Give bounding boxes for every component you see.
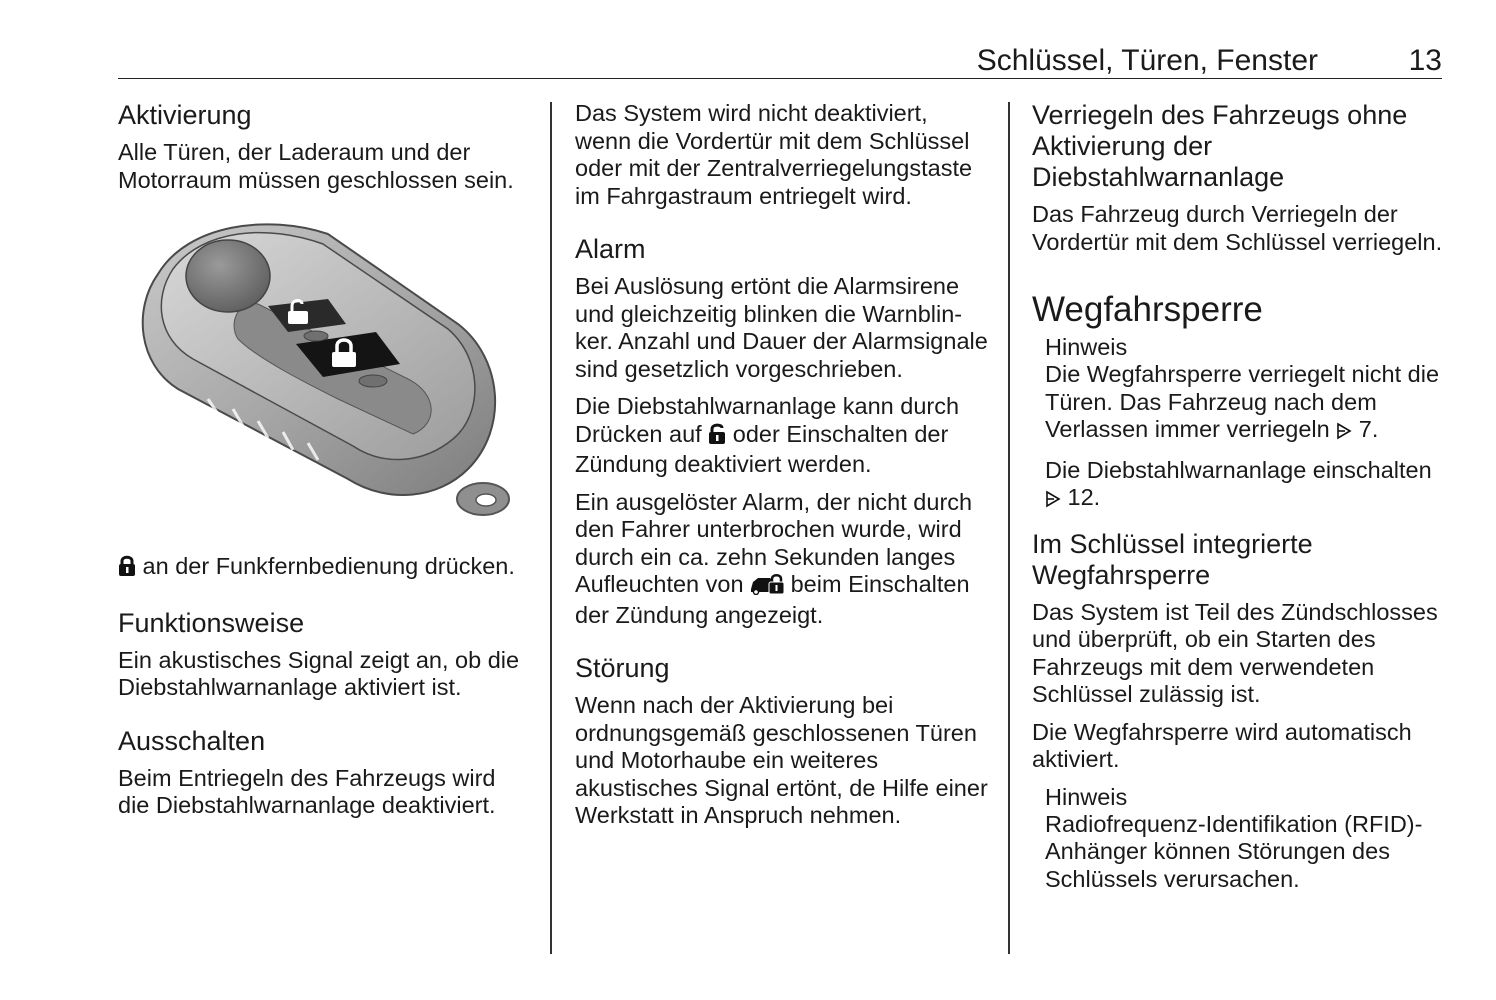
intro-text: Das System wird nicht deaktiviert, wenn die Vordertür mit dem Schlüssel oder mit der Zentralverriegelungstaste im Fahrgastraum entriegelt wird.	[575, 100, 973, 209]
page-header	[118, 40, 1442, 79]
reference-arrow-icon	[1045, 487, 1061, 515]
car-lock-icon	[750, 573, 784, 602]
hinweis-2	[1045, 784, 1444, 894]
heading-ausschalten: Ausschalten	[118, 725, 266, 756]
hinweis-1-title: Hinweis	[1045, 334, 1128, 360]
alarm-text-3-before: Ein ausgelöster Alarm, der nicht durch den Fahrer unterbrochen wurde, wird durch ein ca. zehn Sekunden langes Aufleuchten von	[575, 488, 973, 597]
unlock-icon	[708, 423, 726, 452]
column-divider	[1008, 102, 1010, 954]
lock-icon	[118, 555, 136, 584]
hinweis-1-body-2: Die Diebstahlwarnanlage einschalten	[1045, 456, 1432, 483]
column-1	[118, 100, 528, 830]
stoerung-text: Wenn nach der Aktivierung bei ordnungsgemäß geschlossenen Türen und Motorhaube ein weiteres akustisches Signal ertönt, de Hilfe einer Werkstatt in Anspruch nehmen.	[575, 692, 988, 828]
heading-integriert: Im Schlüssel integrierte Wegfahrsperre	[1032, 528, 1313, 590]
hinweis-1-text-2	[1045, 457, 1444, 515]
alarm-text-1: Bei Auslösung ertönt die Alarmsirene und gleichzeitig blinken die Warnblinker. Anzahl und Dauer der Alarmsignale sind gesetzlich vorgeschrieben.	[575, 273, 988, 382]
hinweis-1	[1045, 334, 1444, 515]
column-3	[1032, 100, 1444, 903]
hinweis-1-ref[interactable]: 7.	[1358, 416, 1379, 442]
alarm-text-3-after: beim Einschalten der Zündung angezeigt.	[575, 571, 970, 628]
heading-stoerung: Störung	[575, 653, 670, 683]
hinweis-2-title: Hinweis	[1045, 783, 1128, 810]
verriegeln-text: Das Fahrzeug durch Verriegeln der Vordertür mit dem Schlüssel verriegeln.	[1032, 201, 1443, 255]
alarm-text-2-after: oder Einschalten der Zündung deaktiviert werden.	[575, 420, 949, 477]
heading-wegfahrsperre: Wegfahrsperre	[1032, 290, 1263, 329]
aktivierung-text: Alle Türen, der Laderaum und der Motorraum müssen geschlossen sein.	[118, 139, 514, 193]
integriert-text-2: Die Wegfahrsperre wird automatisch aktiviert.	[1032, 718, 1412, 772]
hinweis-1-body: Die Wegfahrsperre verriegelt nicht die Türen. Das Fahrzeug nach dem Verlassen immer verriegeln	[1045, 361, 1440, 442]
column-2	[575, 100, 990, 840]
alarm-text-2-before: Die Diebstahlwarnanlage kann durch Drücken auf	[575, 393, 960, 447]
column-divider	[550, 102, 552, 954]
heading-aktivierung: Aktivierung	[118, 100, 252, 130]
hinweis-1-ref-2[interactable]: 12.	[1067, 484, 1101, 510]
ausschalten-text: Beim Entriegeln des Fahrzeugs wird die Diebstahlwarnanlage deaktiviert.	[118, 764, 496, 818]
after-figure-text	[118, 553, 528, 584]
funktionsweise-text: Ein akustisches Signal zeigt an, ob die Diebstahlwarnanlage aktiviert ist.	[118, 646, 520, 700]
heading-alarm: Alarm	[575, 234, 646, 264]
hinweis-2-text: Radiofrequenz-Identifikation (RFID)-Anhänger können Störungen des Schlüssels verursachen.	[1045, 810, 1423, 892]
reference-arrow-icon	[1336, 419, 1352, 447]
after-figure-label: an der Funkfernbedienung drücken.	[142, 553, 515, 579]
alarm-text-2	[575, 393, 990, 479]
heading-funktionsweise: Funktionsweise	[118, 607, 305, 638]
key-fob-illustration	[118, 214, 518, 539]
heading-verriegeln: Verriegeln des Fahrzeugs ohne Aktivierung der Diebstahlwarnanlage	[1032, 100, 1408, 192]
hinweis-1-text	[1045, 361, 1444, 447]
section-title: Schlüssel, Türen, Fenster	[976, 44, 1318, 77]
integriert-text-1: Das System ist Teil des Zündschlosses und überprüft, ob ein Starten des Fahrzeugs mit dem verwendeten Schlüssel zulässig ist.	[1032, 598, 1438, 707]
alarm-text-3	[575, 489, 990, 630]
page-number: 13	[1408, 44, 1442, 77]
key-fob-figure	[118, 214, 518, 539]
